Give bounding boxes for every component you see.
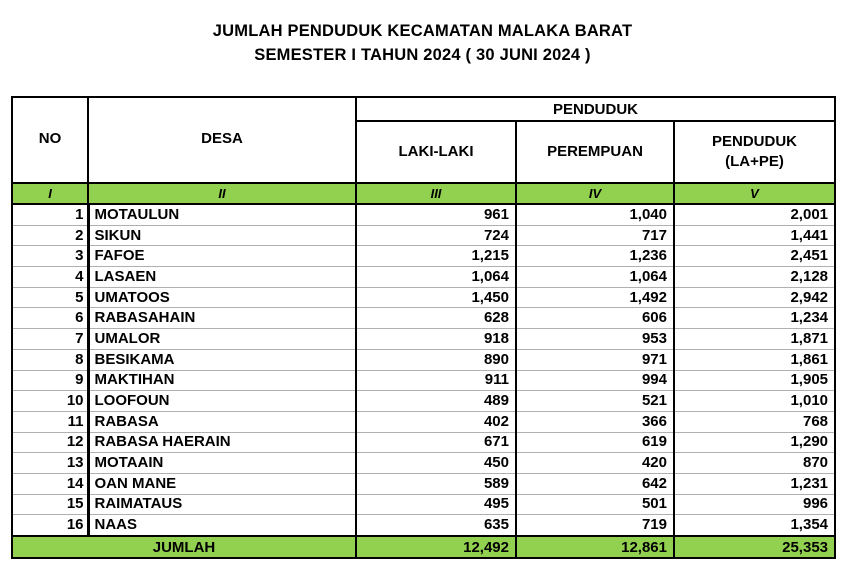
row-desa: BESIKAMA — [88, 349, 356, 370]
row-no: 9 — [12, 370, 88, 391]
header-penduduk-total-line1: PENDUDUK — [712, 133, 798, 150]
table-row — [12, 494, 835, 515]
row-laki: 1,450 — [356, 287, 516, 308]
row-perempuan: 1,040 — [516, 204, 674, 225]
table-row — [12, 515, 835, 536]
row-no: 15 — [12, 494, 88, 515]
roman-numeral-row — [12, 183, 835, 204]
row-perempuan: 642 — [516, 473, 674, 494]
total-penduduk: 25,353 — [674, 536, 835, 558]
table-row — [12, 246, 835, 267]
table-row — [12, 411, 835, 432]
row-total: 1,905 — [674, 370, 835, 391]
row-no: 14 — [12, 473, 88, 494]
row-laki: 495 — [356, 494, 516, 515]
table-row — [12, 287, 835, 308]
row-laki: 890 — [356, 349, 516, 370]
row-desa: SIKUN — [88, 225, 356, 246]
row-perempuan: 521 — [516, 391, 674, 412]
row-desa: RABASAHAIN — [88, 308, 356, 329]
row-total: 1,290 — [674, 432, 835, 453]
row-laki: 489 — [356, 391, 516, 412]
row-total: 996 — [674, 494, 835, 515]
total-label: JUMLAH — [12, 536, 356, 558]
row-desa: RABASA — [88, 411, 356, 432]
row-total: 2,128 — [674, 267, 835, 288]
total-perempuan: 12,861 — [516, 536, 674, 558]
table-row — [12, 473, 835, 494]
row-no: 13 — [12, 453, 88, 474]
row-perempuan: 994 — [516, 370, 674, 391]
row-laki: 450 — [356, 453, 516, 474]
row-no: 10 — [12, 391, 88, 412]
header-penduduk-total-line2: (LA+PE) — [725, 153, 784, 170]
total-row — [12, 536, 835, 558]
row-no: 12 — [12, 432, 88, 453]
row-laki: 402 — [356, 411, 516, 432]
row-perempuan: 719 — [516, 515, 674, 536]
row-desa: MOTAAIN — [88, 453, 356, 474]
row-desa: UMATOOS — [88, 287, 356, 308]
row-laki: 918 — [356, 329, 516, 350]
row-total: 2,451 — [674, 246, 835, 267]
row-total: 1,871 — [674, 329, 835, 350]
row-no: 2 — [12, 225, 88, 246]
row-no: 8 — [12, 349, 88, 370]
row-desa: FAFOE — [88, 246, 356, 267]
row-desa: RAIMATAUS — [88, 494, 356, 515]
table-row — [12, 370, 835, 391]
row-perempuan: 501 — [516, 494, 674, 515]
table-row — [12, 329, 835, 350]
table-row — [12, 432, 835, 453]
table-row — [12, 391, 835, 412]
row-no: 4 — [12, 267, 88, 288]
row-desa: MOTAULUN — [88, 204, 356, 225]
row-no: 6 — [12, 308, 88, 329]
row-desa: UMALOR — [88, 329, 356, 350]
row-laki: 1,215 — [356, 246, 516, 267]
roman-col-5: V — [674, 183, 835, 204]
row-total: 2,001 — [674, 204, 835, 225]
table-row — [12, 308, 835, 329]
row-laki: 628 — [356, 308, 516, 329]
row-desa: NAAS — [88, 515, 356, 536]
row-perempuan: 420 — [516, 453, 674, 474]
row-desa: LASAEN — [88, 267, 356, 288]
header-no: NO — [12, 97, 88, 183]
row-total: 1,354 — [674, 515, 835, 536]
row-total: 870 — [674, 453, 835, 474]
roman-col-2: II — [88, 183, 356, 204]
row-perempuan: 366 — [516, 411, 674, 432]
total-laki: 12,492 — [356, 536, 516, 558]
row-laki: 635 — [356, 515, 516, 536]
row-perempuan: 971 — [516, 349, 674, 370]
row-no: 11 — [12, 411, 88, 432]
row-laki: 724 — [356, 225, 516, 246]
row-total: 1,234 — [674, 308, 835, 329]
table-row — [12, 267, 835, 288]
table-row — [12, 453, 835, 474]
document-subtitle: SEMESTER I TAHUN 2024 ( 30 JUNI 2024 ) — [254, 46, 591, 64]
roman-col-3: III — [356, 183, 516, 204]
row-laki: 911 — [356, 370, 516, 391]
row-desa: MAKTIHAN — [88, 370, 356, 391]
row-perempuan: 1,236 — [516, 246, 674, 267]
row-perempuan: 606 — [516, 308, 674, 329]
row-total: 1,861 — [674, 349, 835, 370]
row-no: 1 — [12, 204, 88, 225]
row-no: 7 — [12, 329, 88, 350]
roman-col-1: I — [12, 183, 88, 204]
table-row — [12, 225, 835, 246]
row-desa: LOOFOUN — [88, 391, 356, 412]
row-total: 1,231 — [674, 473, 835, 494]
row-perempuan: 717 — [516, 225, 674, 246]
row-total: 1,010 — [674, 391, 835, 412]
row-laki: 589 — [356, 473, 516, 494]
header-perempuan: PEREMPUAN — [516, 121, 674, 183]
row-desa: RABASA HAERAIN — [88, 432, 356, 453]
row-perempuan: 1,064 — [516, 267, 674, 288]
row-laki: 1,064 — [356, 267, 516, 288]
row-perempuan: 953 — [516, 329, 674, 350]
table-row — [12, 349, 835, 370]
row-perempuan: 1,492 — [516, 287, 674, 308]
header-desa: DESA — [88, 97, 356, 183]
document-title: JUMLAH PENDUDUK KECAMATAN MALAKA BARAT — [212, 22, 633, 40]
table-row — [12, 204, 835, 225]
row-laki: 961 — [356, 204, 516, 225]
population-table — [11, 96, 836, 559]
row-desa: OAN MANE — [88, 473, 356, 494]
header-laki-laki: LAKI-LAKI — [356, 121, 516, 183]
row-total: 768 — [674, 411, 835, 432]
header-penduduk-group: PENDUDUK — [356, 97, 835, 121]
roman-col-4: IV — [516, 183, 674, 204]
row-total: 1,441 — [674, 225, 835, 246]
row-laki: 671 — [356, 432, 516, 453]
row-no: 3 — [12, 246, 88, 267]
row-no: 16 — [12, 515, 88, 536]
row-no: 5 — [12, 287, 88, 308]
row-perempuan: 619 — [516, 432, 674, 453]
row-total: 2,942 — [674, 287, 835, 308]
header-penduduk-total — [674, 121, 835, 183]
